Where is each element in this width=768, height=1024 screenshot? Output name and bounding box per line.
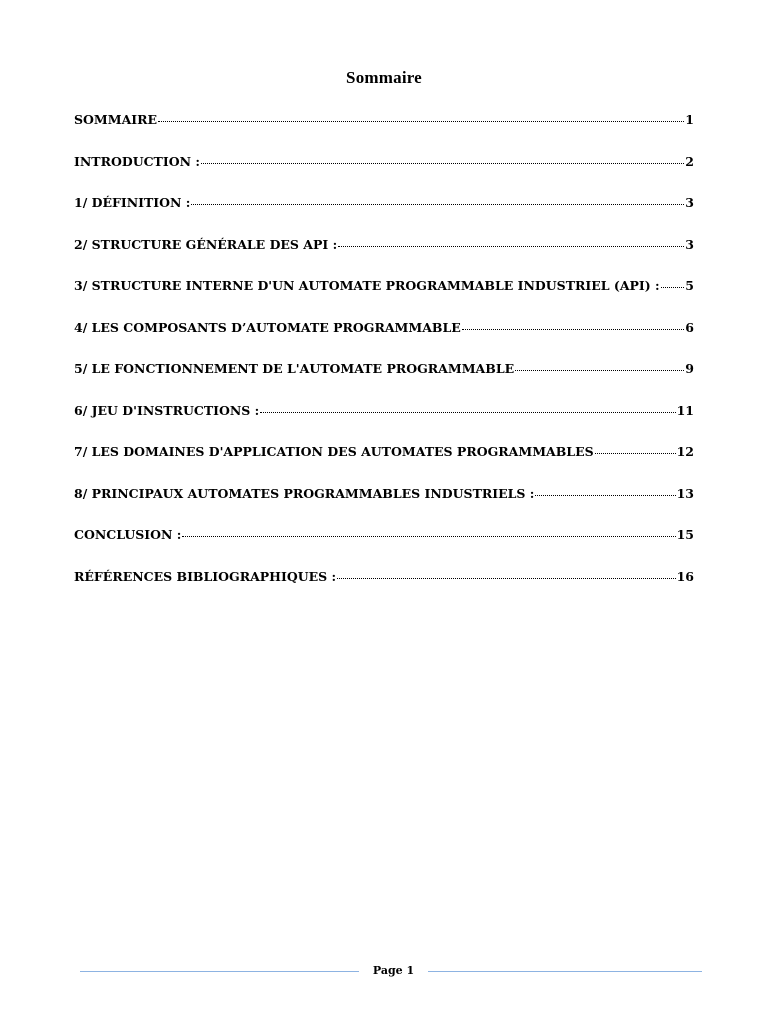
toc-entry-page: 12 [676,444,694,459]
toc-dot-leader [661,286,685,288]
page-title: Sommaire [346,68,422,87]
toc-entry-page: 11 [676,402,694,418]
toc-entry-sommaire[interactable] [74,112,694,154]
toc-dot-leader [338,245,684,247]
toc-dot-leader [158,120,684,122]
footer-rule [428,971,702,972]
toc-entry-domaines-application[interactable] [74,444,694,486]
toc-entry-label: 5/ LE FONCTIONNEMENT DE L'AUTOMATE PROGRAMMABLE [74,361,515,376]
toc-entry-label: 7/ LES DOMAINES D'APPLICATION DES AUTOMATES PROGRAMMABLES [74,444,594,459]
toc-entry-label: SOMMAIRE [74,112,158,127]
toc-entry-page: 16 [676,568,694,584]
toc-dot-leader [201,162,684,164]
toc-dot-leader [462,328,684,330]
toc-entry-page: 1 [685,112,694,127]
toc-entry-label: 3/ STRUCTURE INTERNE D'UN AUTOMATE PROGRAMMABLE INDUSTRIEL (API) : [74,278,660,293]
toc-dot-leader [595,452,676,454]
toc-entry-label: 2/ STRUCTURE GÉNÉRALE DES API : [74,236,338,252]
toc-entry-label: 4/ LES COMPOSANTS D’AUTOMATE PROGRAMMABLE [74,319,461,335]
toc-dot-leader [535,494,675,496]
toc-dot-leader [182,535,675,537]
toc-entry-composants[interactable] [74,320,694,362]
toc-entry-definition[interactable] [74,195,694,237]
toc-entry-page: 5 [685,278,694,293]
page-footer [80,962,702,982]
toc-dot-leader [260,411,675,413]
table-of-contents [74,112,694,610]
toc-entry-references[interactable] [74,569,694,611]
toc-entry-label: CONCLUSION : [74,527,182,542]
footer-page-number: Page 1 [372,964,415,977]
toc-entry-page: 2 [685,153,694,169]
toc-entry-fonctionnement[interactable] [74,361,694,403]
toc-dot-leader [337,577,675,579]
toc-dot-leader [515,369,684,371]
toc-entry-label: 1/ DÉFINITION : [74,195,191,210]
toc-entry-label: INTRODUCTION : [74,153,200,169]
footer-rule [80,971,359,972]
toc-entry-introduction[interactable] [74,154,694,196]
toc-entry-structure-interne[interactable] [74,278,694,320]
toc-entry-conclusion[interactable] [74,527,694,569]
toc-entry-label: RÉFÉRENCES BIBLIOGRAPHIQUES : [74,568,337,584]
toc-entry-page: 3 [685,236,694,252]
toc-entry-page: 3 [685,195,694,210]
toc-entry-page: 15 [676,527,694,542]
toc-entry-page: 13 [676,485,694,501]
toc-entry-page: 6 [685,319,694,335]
toc-dot-leader [191,203,684,205]
toc-entry-structure-generale[interactable] [74,237,694,279]
toc-entry-principaux-automates[interactable] [74,486,694,528]
toc-entry-jeu-instructions[interactable] [74,403,694,445]
toc-entry-page: 9 [685,361,694,376]
toc-entry-label: 6/ JEU D'INSTRUCTIONS : [74,402,260,418]
toc-entry-label: 8/ PRINCIPAUX AUTOMATES PROGRAMMABLES INDUSTRIELS : [74,485,535,501]
